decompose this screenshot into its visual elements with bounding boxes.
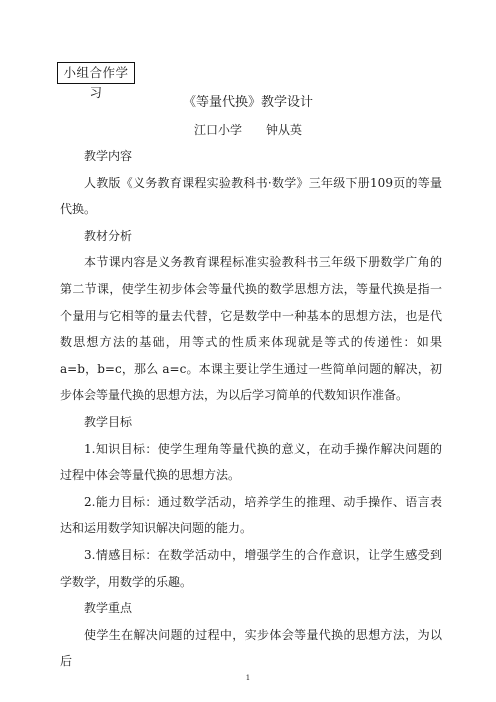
author-name: 钟从英 xyxy=(266,123,303,137)
paragraph: 人教版《义务教育课程实验教科书·数学》三年级下册109页的等量代换。 xyxy=(60,175,442,217)
paragraph: 2.能力目标：通过数学活动，培养学生的推理、动手操作、语言表达和运用数学知识解决问题的能力。 xyxy=(60,494,442,536)
category-tag: 小组合作学习 xyxy=(57,62,135,84)
author-school: 江口小学 xyxy=(193,123,242,137)
document-title: 《等量代换》教学设计 xyxy=(182,95,313,110)
paragraph: 使学生在解决问题的过程中，实步体会等量代换的思想方法，为以后 xyxy=(60,627,442,669)
document-body xyxy=(60,143,442,675)
author-line xyxy=(0,121,496,139)
section-heading: 教学重点 xyxy=(84,601,133,616)
paragraph: 3.情感目标：在数学活动中，增强学生的合作意识，让学生感受到学数学，用数学的乐趣。 xyxy=(60,547,442,589)
paragraph: 1.知识目标：使学生理角等量代换的意义，在动手操作解决问题的过程中体会等量代换的思想方法。 xyxy=(60,441,442,483)
section-heading: 教学内容 xyxy=(84,149,133,163)
section-heading: 教学目标 xyxy=(84,414,133,429)
section-heading: 教材分析 xyxy=(84,228,133,243)
page-number: 1 xyxy=(245,674,251,682)
paragraph: 本节课内容是义务教育课程标准实验教科书三年级下册数学广角的第二节课，使学生初步体会等量代换的数学思想方法，等量代换是指一个量用与它相等的量去代替，它是数学中一种基本的思想方法，也是代数思想方法的基础，用等式的性质来体现就是等式的传递性：如果 a=b，b=c，那么 a=c。本课主要让学生通过一些简单问题的解决，初步体会等量代换的思想方法，为以后学习简单的代数知识作准备。 xyxy=(60,255,442,403)
